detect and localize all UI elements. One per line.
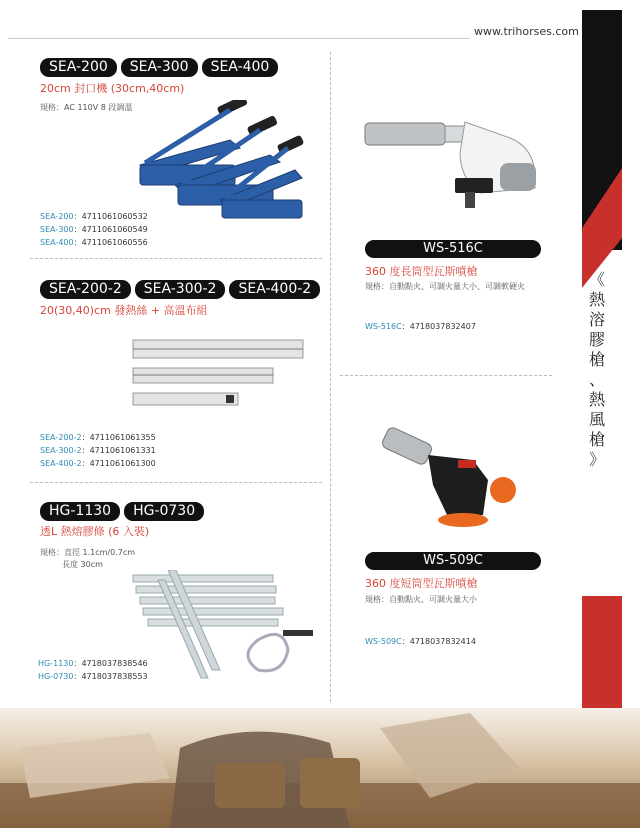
model-pill: SEA-300-2 xyxy=(135,280,226,299)
heating-wire-image xyxy=(128,335,318,415)
website-url: www.trihorses.com xyxy=(474,25,579,38)
model-pill: SEA-400 xyxy=(202,58,279,77)
vertical-char: 》 xyxy=(588,450,605,469)
ws516c-spec: 規格：自動點火、可調火量大小、可調軟硬火 xyxy=(365,282,525,291)
ws516c-barcode: WS-516C：4718037832407 xyxy=(365,322,476,331)
barcode-row: SEA-400：4711061060556 xyxy=(40,238,148,247)
long-gas-torch-image xyxy=(360,108,550,218)
model-pill: HG-1130 xyxy=(40,502,120,521)
model-pill: SEA-200-2 xyxy=(40,280,131,299)
barcode-row: SEA-200：4711061060532 xyxy=(40,212,148,221)
glue-stick-barcode-list xyxy=(38,657,148,683)
ws509c-subtitle: 360 度短筒型瓦斯噴槍 xyxy=(365,577,478,590)
workshop-photo-shapes xyxy=(0,708,640,828)
vertical-char: 風 xyxy=(588,410,605,429)
section-divider xyxy=(340,375,552,376)
column-divider xyxy=(330,52,331,702)
barcode-row: SEA-300：4711061060549 xyxy=(40,225,148,234)
sealer-subtitle: 20cm 封口機 (30cm,40cm) xyxy=(40,82,185,95)
ws509c-model-pill: WS-509C xyxy=(365,552,541,570)
section-divider xyxy=(30,258,322,259)
vertical-category-title xyxy=(586,270,608,470)
model-pill: SEA-400-2 xyxy=(229,280,320,299)
model-pill: SEA-200 xyxy=(40,58,117,77)
vertical-char: 溶 xyxy=(588,310,605,329)
barcode-row: SEA-200-2：4711061061355 xyxy=(40,433,156,442)
glue-sticks-image xyxy=(128,570,318,685)
ws509c-barcode: WS-509C：4718037832414 xyxy=(365,637,476,646)
ws509c-spec: 規格：自動點火、可調火量大小 xyxy=(365,595,477,604)
glue-stick-spec: 規格：直徑 1.1cm/0.7cm xyxy=(40,548,136,557)
glue-stick-subtitle: 透L 熱熔膠條 (6 入裝) xyxy=(40,525,150,538)
header-rule xyxy=(8,38,470,39)
ws516c-model-pill: WS-516C xyxy=(365,240,541,258)
barcode-row: HG-0730：4718037838553 xyxy=(38,672,148,681)
heating-wire-model-pills xyxy=(40,280,320,299)
workshop-photo-banner xyxy=(0,708,640,828)
short-gas-torch-image xyxy=(378,425,528,535)
model-pill: HG-0730 xyxy=(124,502,204,521)
vertical-char: 熱 xyxy=(588,290,605,309)
ws516c-subtitle: 360 度長筒型瓦斯噴槍 xyxy=(365,265,478,278)
glue-stick-model-pills xyxy=(40,502,204,521)
vertical-char: 槍 xyxy=(588,350,605,369)
section-divider xyxy=(30,482,322,483)
vertical-char: 膠 xyxy=(588,330,605,349)
sealer-barcode-list xyxy=(40,210,148,249)
barcode-row: HG-1130：4718037838546 xyxy=(38,659,148,668)
vertical-char: 熱 xyxy=(588,390,605,409)
vertical-char: 《 xyxy=(588,270,605,289)
model-pill: SEA-300 xyxy=(121,58,198,77)
impulse-sealer-image xyxy=(130,100,310,225)
barcode-row: SEA-400-2：4711061061300 xyxy=(40,459,156,468)
heating-wire-subtitle: 20(30,40)cm 發熱絲 + 高溫布組 xyxy=(40,304,208,317)
barcode-row: SEA-300-2：4711061061331 xyxy=(40,446,156,455)
heating-wire-barcode-list xyxy=(40,431,156,470)
sealer-spec: 規格：AC 110V 8 段調溫 xyxy=(40,103,133,112)
glue-stick-spec-length: 長度 30cm xyxy=(62,560,103,569)
vertical-char: 槍 xyxy=(588,430,605,449)
sealer-model-pills xyxy=(40,58,278,77)
vertical-char: 、 xyxy=(588,370,605,389)
